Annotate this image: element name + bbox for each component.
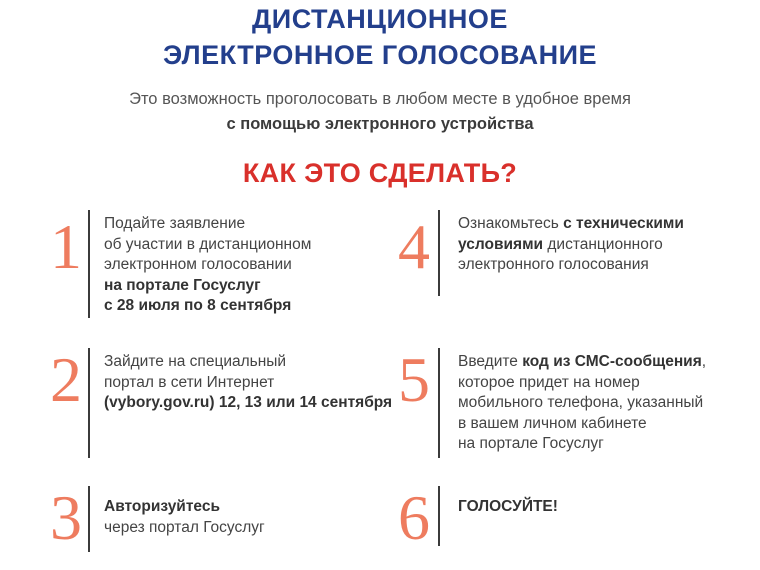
step-5-number: 5 — [398, 344, 430, 415]
page-title-line-1: ДИСТАНЦИОННОЕ — [252, 4, 508, 34]
step-1-line: электронном голосовании — [104, 256, 292, 273]
step-4-number: 4 — [398, 211, 430, 282]
step-4-line: условиями дистанционного — [458, 235, 663, 253]
step-2-line-bold: (vybory.gov.ru) 12, 13 или 14 сентября — [104, 394, 393, 411]
step-6-number: 6 — [398, 482, 430, 553]
step-3-text — [104, 497, 265, 538]
step-5-divider — [438, 348, 440, 458]
step-5-line: мобильного телефона, указанный — [458, 394, 704, 411]
step-6-line-bold: ГОЛОСУЙТЕ! — [458, 498, 558, 515]
step-5-line: на портале Госуслуг — [458, 435, 604, 452]
step-4-text — [458, 214, 684, 276]
step-1-line: Подайте заявление — [104, 215, 246, 232]
step-2-number: 2 — [50, 344, 82, 415]
step-3-line-bold: Авторизуйтесь — [104, 498, 220, 515]
step-4-line: Ознакомьтесь с техническими — [458, 215, 684, 232]
subtitle-line-1: Это возможность проголосовать в любом месте в удобное время — [129, 90, 631, 108]
step-1-divider — [88, 210, 90, 318]
step-3-number: 3 — [50, 482, 82, 553]
step-2-text — [104, 352, 392, 414]
step-5-line: которое придет на номер — [458, 373, 640, 391]
step-3-line: через портал Госуслуг — [104, 518, 265, 536]
step-1-text — [104, 214, 311, 317]
step-5-text — [458, 352, 706, 455]
step-3-divider — [88, 486, 90, 552]
step-1-number: 1 — [50, 211, 82, 282]
page-title-line-2: ЭЛЕКТРОННОЕ ГОЛОСОВАНИЕ — [162, 40, 598, 70]
step-6-text — [458, 497, 558, 518]
step-2-line: Зайдите на специальный — [104, 353, 287, 370]
step-2-line: портал в сети Интернет — [104, 373, 275, 391]
step-1-line-bold: с 28 июля по 8 сентября — [104, 297, 292, 314]
subtitle-line-2: с помощью электронного устройства — [226, 115, 534, 133]
how-to-title: КАК ЭТО СДЕЛАТЬ? — [242, 158, 518, 188]
step-2-divider — [88, 348, 90, 458]
step-4-divider — [438, 210, 440, 296]
step-6-divider — [438, 486, 440, 546]
step-1-line: об участии в дистанционном — [104, 235, 312, 253]
step-4-line: электронного голосования — [458, 256, 649, 273]
step-5-line: в вашем личном кабинете — [458, 414, 647, 432]
step-1-line-bold: на портале Госуслуг — [104, 276, 261, 294]
step-5-line: Введите код из СМС-сообщения, — [458, 353, 707, 370]
